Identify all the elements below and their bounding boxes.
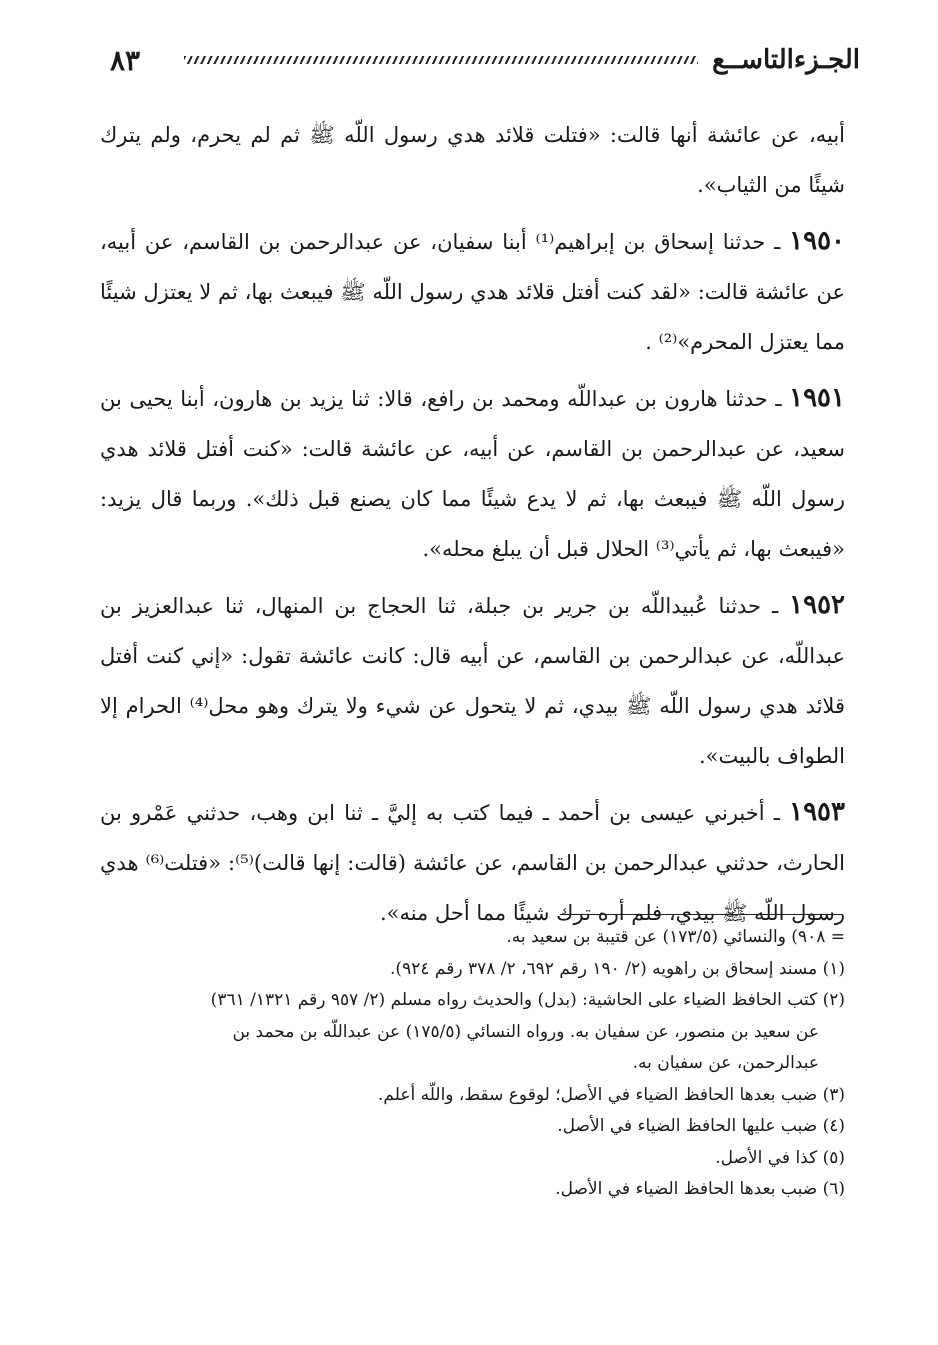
footnote: = ٩٠٨) والنسائي (١٧٣/٥) عن قتيبة بن سعيد به. [506, 927, 845, 947]
footnote-continuation: عن سعيد بن منصور، عن سفيان به. ورواه النسائي (١٧٥/٥) عن عبداللّه بن محمد بن [232, 1021, 819, 1042]
hadith-number: ١٩٥٠ [789, 226, 845, 256]
page-number: ٨٣ [110, 43, 141, 77]
volume-title: الجـزءالتاســع [712, 45, 860, 75]
paragraph [100, 110, 845, 210]
hadith-paragraph [100, 373, 845, 574]
hadith-paragraph [100, 787, 845, 938]
hadith-number: ١٩٥٢ [789, 590, 845, 620]
footnote: (٢) كتب الحافظ الضياء على الحاشية: (بدل) والحديث رواه مسلم (٢/ ٩٥٧ رقم ١٣٢١/ ٣٦١) [210, 990, 845, 1010]
paragraph-text: أبيه، عن عائشة أنها قالت: «فتلت قلائد هدي رسول اللّه ﷺ ثم لم يحرم، ولم يترك شيئًا من الثياب». [100, 123, 845, 197]
footnote: (٣) ضبب بعدها الحافظ الضياء في الأصل؛ لوقوع سقط، واللّه أعلم. [378, 1084, 845, 1105]
footnote: (٤) ضبب عليها الحافظ الضياء في الأصل. [557, 1116, 845, 1136]
hadith-text: ـ حدثنا عُبيداللّه بن جرير بن جبلة، ثنا الحجاج بن المنهال، ثنا عبدالعزيز بن عبداللّه، عن عبدالرحمن بن القاسم، عن أبيه قال: كانت عائشة تقول: «إني كنت أفتل قلائد هدي رسول اللّه ﷺ بيدي، ثم لا يتحول عن شيء ولا يترك وهو محل⁽⁴⁾ الحرام إلا الطواف بالبيت». [100, 594, 846, 768]
header-rule [184, 56, 698, 64]
hadith-text: ـ حدثنا إسحاق بن إبراهيم⁽¹⁾ أبنا سفيان، عن عبدالرحمن بن القاسم، عن أبيه، عن عائشة قالت: «لقد كنت أفتل قلائد هدي رسول اللّه ﷺ فيبعث بها، ثم لا يعتزل شيئًا مما يعتزل المحرم»⁽²⁾ . [100, 230, 845, 354]
footnote: (٦) ضبب بعدها الحافظ الضياء في الأصل. [555, 1179, 845, 1199]
running-header [100, 40, 860, 80]
hadith-text: ـ حدثنا هارون بن عبداللّه ومحمد بن رافع، قالا: ثنا يزيد بن هارون، أبنا يحيى بن سعيد، عن عبدالرحمن بن القاسم، عن أبيه، عن عائشة قالت: «كنت أفتل قلائد هدي رسول اللّه ﷺ فيبعث بها، ثم لا يدع شيئًا مما كان يصنع قبل ذلك». وربما قال يزيد: «فيبعث بها، ثم يأتي⁽³⁾ الحلال قبل أن يبلغ محله». [100, 387, 845, 561]
hadith-paragraph [100, 216, 845, 367]
footnote-continuation: عبدالرحمن، عن سفيان به. [632, 1053, 819, 1073]
footnote-separator [560, 914, 843, 915]
hadith-paragraph [100, 580, 845, 781]
footnotes [80, 922, 845, 1206]
hadith-text: ـ أخبرني عيسى بن أحمد ـ فيما كتب به إليَّ ـ ثنا ابن وهب، حدثني عَمْرو بن الحارث، حدثني عبدالرحمن بن القاسم، عن عائشة (قالت: إنها قالت)⁽⁵⁾: «فتلت⁽⁶⁾ هدي رسول اللّه ﷺ بيدي، فلم أره ترك شيئًا مما أحل منه». [100, 801, 845, 925]
footnote: (٥) كذا في الأصل. [715, 1147, 845, 1168]
hadith-number: ١٩٥١ [789, 383, 845, 413]
hadith-number: ١٩٥٣ [789, 797, 845, 827]
footnote: (١) مسند إسحاق بن راهويه (٢/ ١٩٠ رقم ٦٩٢، ٢/ ٣٧٨ رقم ٩٢٤). [390, 958, 845, 979]
main-text [100, 110, 845, 944]
